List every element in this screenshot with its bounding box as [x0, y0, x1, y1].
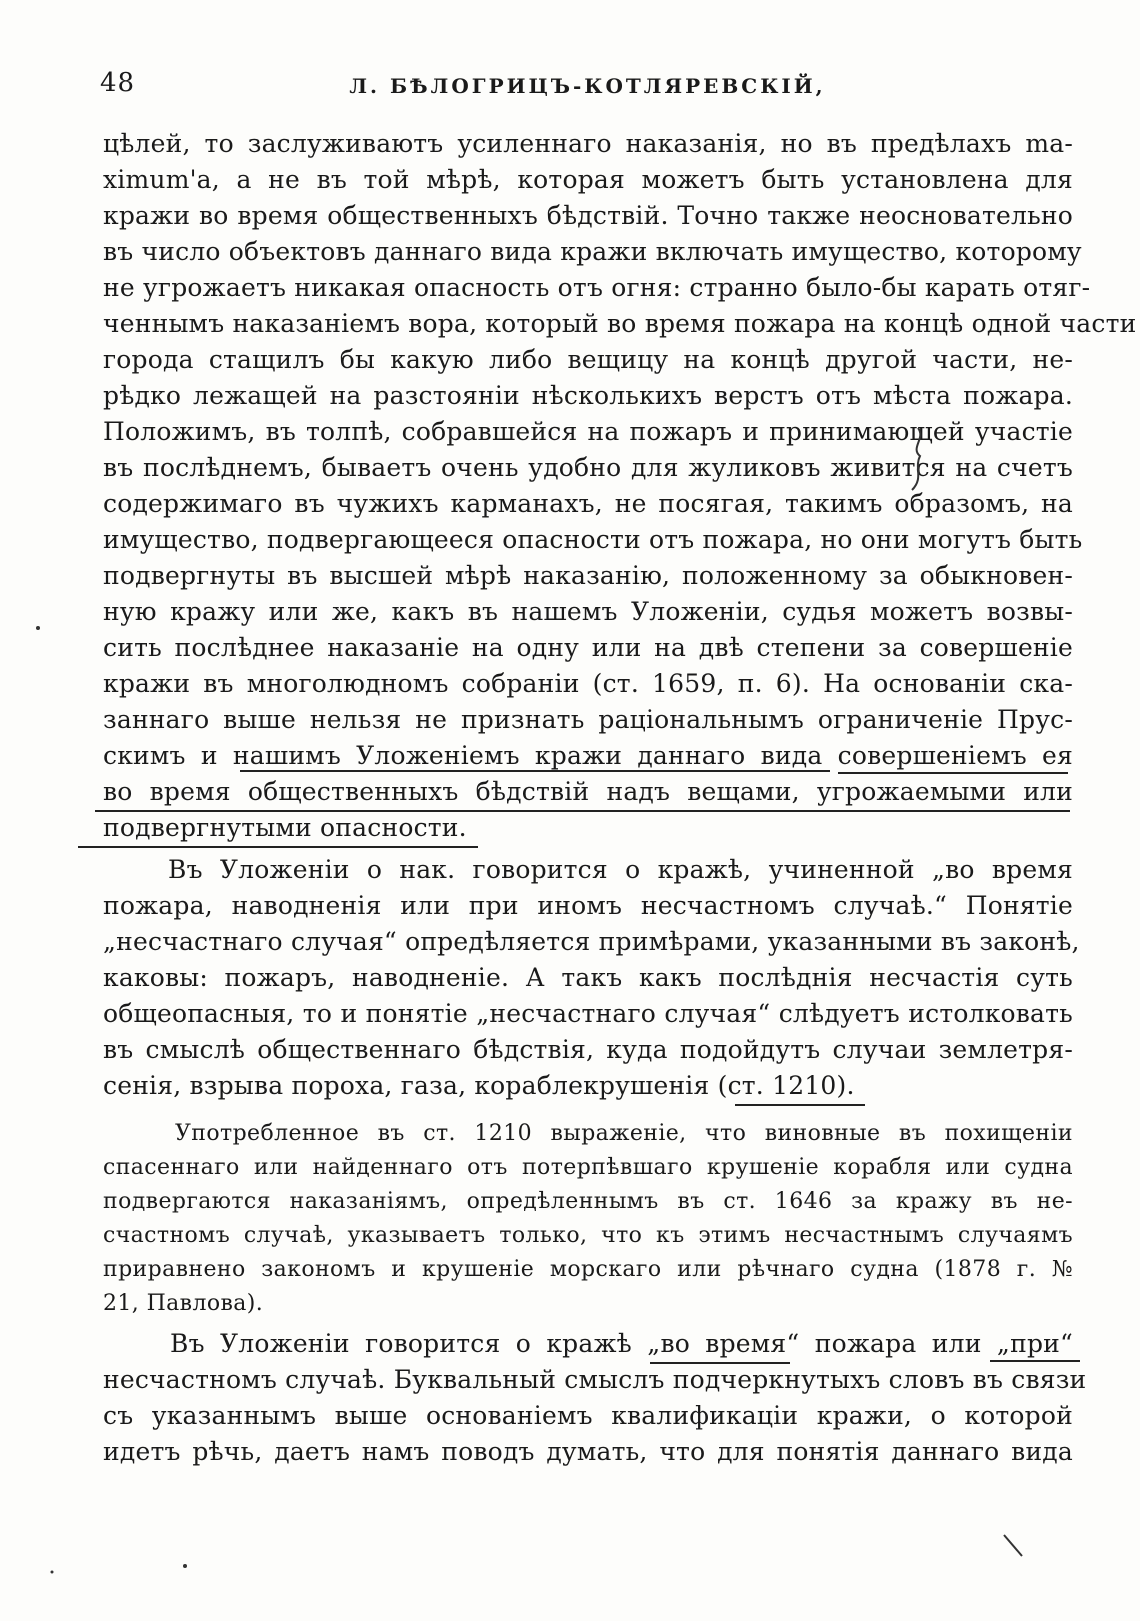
pencil-stroke	[1004, 1535, 1022, 1556]
speck	[183, 1564, 187, 1568]
text-line: „несчастнаго случая“ опредѣляется примѣрами, указанными въ законѣ,	[103, 927, 1080, 956]
text-line: не угрожаетъ никакая опасность отъ огня: странно было-бы карать отяг-	[103, 273, 1091, 302]
text-line: несчастномъ случаѣ. Буквальный смыслъ подчеркнутыхъ словъ въ связи	[103, 1365, 1087, 1394]
text-line: подвергнутыми опасности.	[103, 813, 467, 842]
paragraph-start-line: Употребленное въ ст. 1210 выраженіе, что виновные въ похищеніи	[175, 1121, 1073, 1146]
text-line: идетъ рѣчь, даетъ намъ поводъ думать, что для понятія даннаго вида	[103, 1437, 1073, 1466]
text-line: содержимаго въ чужихъ карманахъ, не посягая, такимъ образомъ, на	[103, 489, 1073, 518]
text-line: въ послѣднемъ, бываетъ очень удобно для жуликовъ живится на счетъ	[103, 453, 1073, 482]
running-title: Л. БѢЛОГРИЦЪ-КОТЛЯРЕВСКІЙ,	[349, 74, 826, 98]
text-line: подвергаются наказаніямъ, опредѣленнымъ въ ст. 1646 за кражу въ не-	[103, 1189, 1073, 1214]
speck	[36, 626, 40, 630]
text-line: въ смыслѣ общественнаго бѣдствія, куда подойдутъ случаи землетря-	[103, 1035, 1073, 1064]
text-line: приравнено закономъ и крушеніе морскаго или рѣчнаго судна (1878 г. №	[103, 1257, 1073, 1282]
text-line: сить послѣднее наказаніе на одну или на двѣ степени за совершеніе	[103, 633, 1073, 662]
text-line: рѣдко лежащей на разстояніи нѣсколькихъ верстъ отъ мѣста пожара.	[103, 381, 1073, 410]
text-line: сенія, взрыва пороха, газа, кораблекрушенія (ст. 1210).	[103, 1071, 855, 1100]
text-line: каковы: пожаръ, наводненіе. А такъ какъ послѣднія несчастія суть	[103, 963, 1073, 992]
page-number: 48	[100, 68, 136, 98]
paragraph-start-line: Въ Уложеніи говорится о кражѣ „во время“ пожара или „при“	[170, 1329, 1073, 1358]
text-line: ченнымъ наказаніемъ вора, который во время пожара на концѣ одной части	[103, 309, 1137, 338]
text-line: ximum'a, а не въ той мѣрѣ, которая можетъ быть установлена для	[103, 165, 1073, 194]
text-line: 21, Павлова).	[103, 1291, 264, 1316]
text-line: во время общественныхъ бѣдствій надъ вещами, угрожаемыми или	[103, 777, 1073, 806]
text-line: города стащилъ бы какую либо вещицу на концѣ другой части, не-	[103, 345, 1073, 374]
text-line: имущество, подвергающееся опасности отъ пожара, но они могутъ быть	[103, 525, 1083, 554]
text-line: спасеннаго или найденнаго отъ потерпѣвшаго крушеніе корабля или судна	[103, 1155, 1073, 1180]
pencil-correction-mark	[912, 428, 920, 490]
text-line: кражи въ многолюдномъ собраніи (ст. 1659, п. 6). На основаніи ска-	[103, 669, 1073, 698]
text-line: ную кражу или же, какъ въ нашемъ Уложеніи, судья можетъ возвы-	[103, 597, 1073, 626]
text-line: счастномъ случаѣ, указываетъ только, что къ этимъ несчастнымъ случаямъ	[103, 1223, 1073, 1248]
text-line: съ указаннымъ выше основаніемъ квалификаціи кражи, о которой	[103, 1401, 1073, 1430]
text-line: въ число объектовъ даннаго вида кражи включать имущество, которому	[103, 237, 1082, 266]
text-line: кражи во время общественныхъ бѣдствій. Точно также неосновательно	[103, 201, 1073, 230]
text-line: скимъ и нашимъ Уложеніемъ кражи даннаго вида совершеніемъ ея	[103, 741, 1073, 770]
text-line: общеопасныя, то и понятіе „несчастнаго случая“ слѣдуетъ истолковать	[103, 999, 1073, 1028]
text-line: цѣлей, то заслуживаютъ усиленнаго наказанія, но въ предѣлахъ ma-	[103, 129, 1073, 158]
text-line: заннаго выше нельзя не признать раціональнымъ ограниченіе Прус-	[103, 705, 1073, 734]
speck	[51, 1571, 54, 1574]
text-line: подвергнуты въ высшей мѣрѣ наказанію, положенному за обыкновен-	[103, 561, 1073, 590]
text-line: пожара, наводненія или при иномъ несчастномъ случаѣ.“ Понятіе	[103, 891, 1073, 920]
text-line: Положимъ, въ толпѣ, собравшейся на пожаръ и принимающей участіе	[103, 417, 1073, 446]
paragraph-start-line: Въ Уложеніи о нак. говорится о кражѣ, учиненной „во время	[168, 855, 1073, 884]
